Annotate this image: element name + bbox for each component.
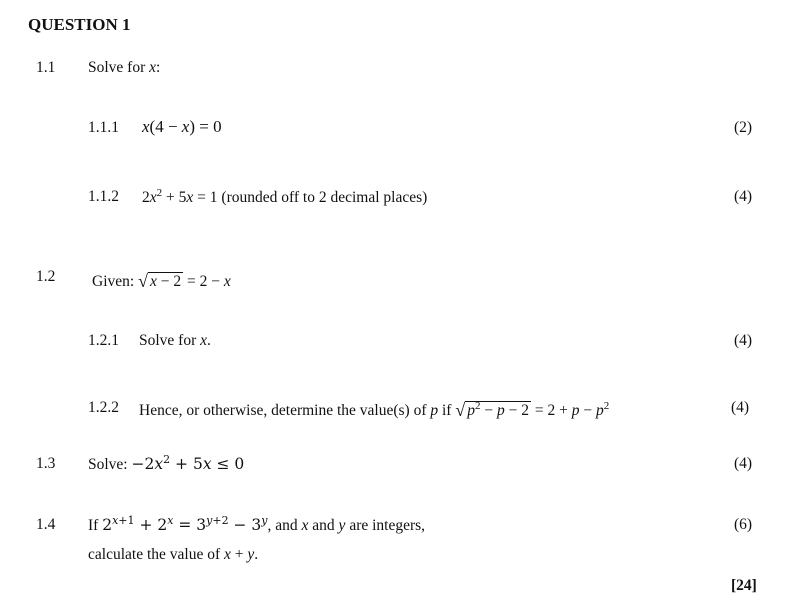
marks-1-1-1: (2)	[734, 119, 753, 136]
question-title: QUESTION 1	[28, 15, 131, 34]
question-number-1-1-1: 1.1.1	[88, 119, 119, 136]
marks-1-2-2: (4)	[731, 399, 750, 416]
equation-1-1-1: x(4 − x) = 0	[142, 117, 222, 136]
question-number-1-3: 1.3	[36, 455, 56, 472]
radical-equation: √ x − 2	[138, 271, 182, 291]
question-1-3-text: Solve: $-2x^2 + 5x \le 0$	[88, 453, 245, 473]
radical-expression-p: √ $p^2 - p - 2$	[455, 400, 529, 420]
given-label: Given:	[92, 273, 135, 290]
total-marks: [24]	[731, 577, 757, 594]
marks-1-1-2: (4)	[734, 188, 753, 205]
question-1-4-text: If $2^{x+1} + 2^x = 3^{y+2} - 3^y$, and x and y are integers,	[88, 514, 426, 534]
question-number-1-2-1: 1.2.1	[88, 332, 119, 349]
solve-label: Solve:	[88, 456, 128, 473]
question-1-2-1-text: Solve for x.	[139, 332, 211, 349]
equation-1-1-2: $2x^2 + 5x = 1$ (rounded off to 2 decimal places)	[142, 187, 428, 206]
rounding-note: (rounded off to 2 decimal places)	[221, 189, 428, 206]
question-number-1-1: 1.1	[36, 59, 56, 76]
marks-1-2-1: (4)	[734, 332, 753, 349]
marks-1-4: (6)	[734, 516, 753, 533]
question-1-2-given: Given: √ x − 2 = 2 − x	[92, 271, 231, 291]
question-1-2-2-text: Hence, or otherwise, determine the value(s) of p if √ $p^2 - p - 2 = 2 + p - p^2$	[139, 400, 610, 420]
question-number-1-2: 1.2	[36, 268, 56, 285]
question-number-1-4: 1.4	[36, 516, 56, 533]
marks-1-3: (4)	[734, 455, 753, 472]
question-number-1-1-2: 1.1.2	[88, 188, 119, 205]
question-number-1-2-2: 1.2.2	[88, 399, 119, 416]
question-1-1-label: Solve for x:	[88, 59, 161, 76]
question-1-4-line2: calculate the value of x + y.	[88, 546, 259, 563]
if-label: If	[88, 517, 99, 534]
